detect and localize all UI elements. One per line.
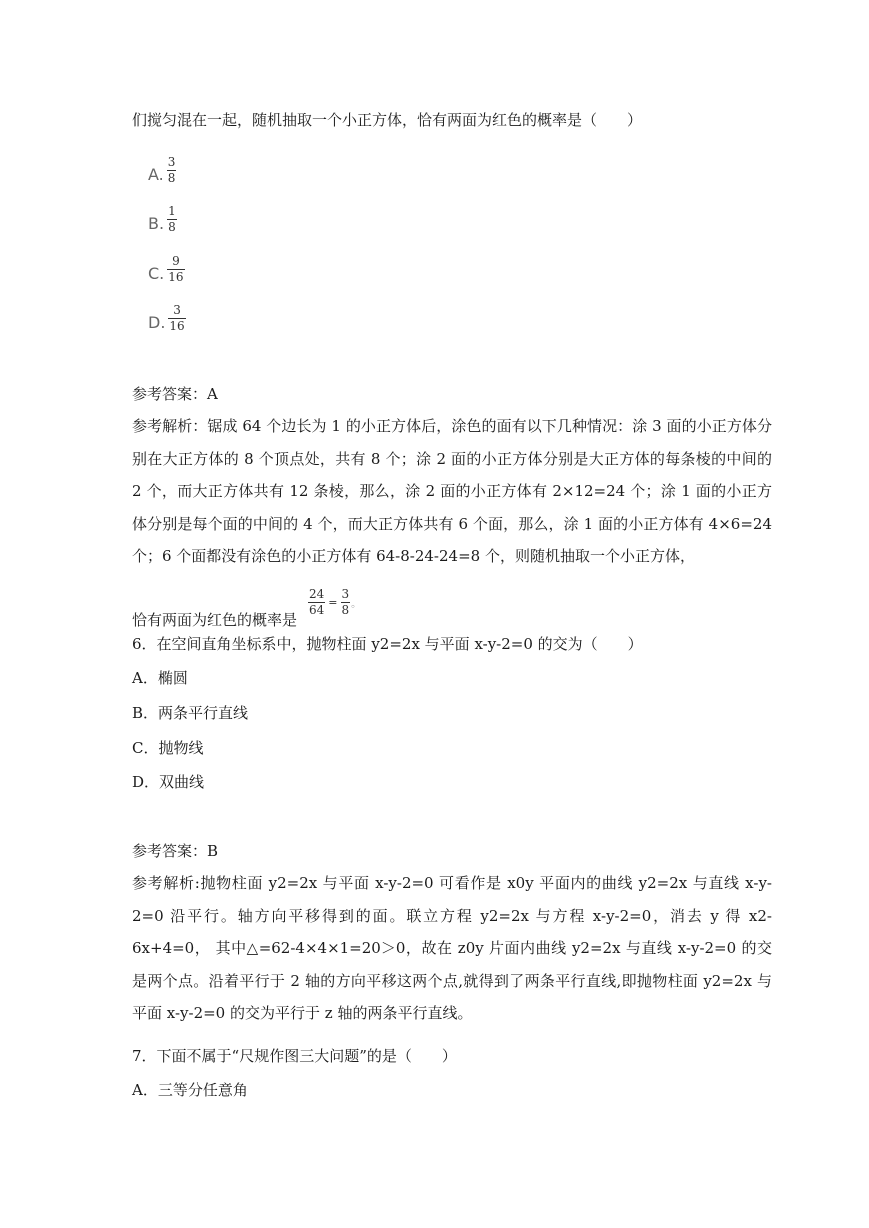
fraction-numerator: 3 xyxy=(173,302,181,317)
q5-analysis-last: 恰有两面为红色的概率是 xyxy=(132,611,298,629)
fraction-denominator: 8 xyxy=(167,170,176,185)
option-letter: A. xyxy=(148,164,164,184)
period: 。 xyxy=(351,599,362,610)
fraction-denominator: 16 xyxy=(169,318,185,333)
fraction xyxy=(308,588,325,617)
q5-option-b xyxy=(148,201,177,237)
q7-stem: 7．下面不属于“尺规作图三大问题”的是（ ） xyxy=(132,1047,457,1065)
q5-answer: 参考答案：A xyxy=(132,385,218,403)
fraction-numerator: 3 xyxy=(341,587,350,601)
q5-result-fraction xyxy=(308,588,361,617)
q5-stem-tail: 们搅匀混在一起，随机抽取一个小正方体，恰有两面为红色的概率是（ ） xyxy=(132,111,643,129)
q5-option-d xyxy=(148,300,186,336)
fraction-numerator: 9 xyxy=(172,253,180,268)
q6-option-c: C．抛物线 xyxy=(132,739,204,757)
option-fraction xyxy=(167,156,177,185)
q5-analysis: 参考解析：锯成 64 个边长为 1 的小正方体后，涂色的面有以下几种情况：涂 3 面的小正方体分别在大正方体的 8 个顶点处，共有 8 个；涂 2 面的小正方体分别是大正方体的每条棱的中间的 2 个，而大正方体共有 12 条棱，那么，涂 2 面的小正方体有 2×12=24 个；涂 1 面的小正方体分别是每个面的中间的 4 个，而大正方体共有 6 个面，那么，涂 1 面的小正方体有 4×6=24 个；6 个面都没有涂色的小正方体有 64-8-24-24=8 个，则随机抽取一个小正方体， xyxy=(132,417,772,565)
option-fraction xyxy=(167,255,184,284)
q6-stem: 6．在空间直角坐标系中，抛物柱面 y2=2x 与平面 x-y-2=0 的交为（ ） xyxy=(132,635,643,653)
fraction-numerator: 3 xyxy=(167,154,176,169)
option-fraction xyxy=(168,304,185,333)
fraction xyxy=(341,588,351,617)
q7-option-a: A．三等分任意角 xyxy=(132,1081,248,1099)
fraction-denominator: 8 xyxy=(168,219,176,234)
fraction-denominator: 8 xyxy=(341,603,350,617)
fraction-numerator: 24 xyxy=(309,587,325,601)
equals-sign: = xyxy=(328,596,338,609)
q5-option-a xyxy=(148,152,176,188)
q6-analysis: 参考解析:抛物柱面 y2=2x 与平面 x-y-2=0 可看作是 x0y 平面内的曲线 y2=2x 与直线 x-y-2=0 沿平行。轴方向平移得到的面。联立方程 y2=2x 与方程 x-y-2=0，消去 y 得 x2-6x+4=0， 其中△=62-4×4×1=20＞0，故在 z0y 片面内曲线 y2=2x 与直线 x-y-2=0 的交是两个点。沿着平行于 2 轴的方向平移这两个点,就得到了两条平行直线,即抛物柱面 y2=2x 与平面 x-y-2=0 的交为平行于 z 轴的两条平行直线。 xyxy=(132,874,772,1022)
q6-option-a: A．椭圆 xyxy=(132,669,188,687)
option-letter: D. xyxy=(148,312,166,332)
fraction-numerator: 1 xyxy=(168,203,176,218)
option-letter: C. xyxy=(148,263,165,283)
option-letter: B. xyxy=(148,213,165,233)
q6-option-b: B．两条平行直线 xyxy=(132,704,249,722)
q5-option-c xyxy=(148,251,185,287)
option-fraction xyxy=(167,205,177,234)
q6-option-d: D．双曲线 xyxy=(132,773,205,791)
q6-answer: 参考答案：B xyxy=(132,842,219,860)
fraction-denominator: 16 xyxy=(168,269,184,284)
fraction-denominator: 64 xyxy=(309,603,325,617)
